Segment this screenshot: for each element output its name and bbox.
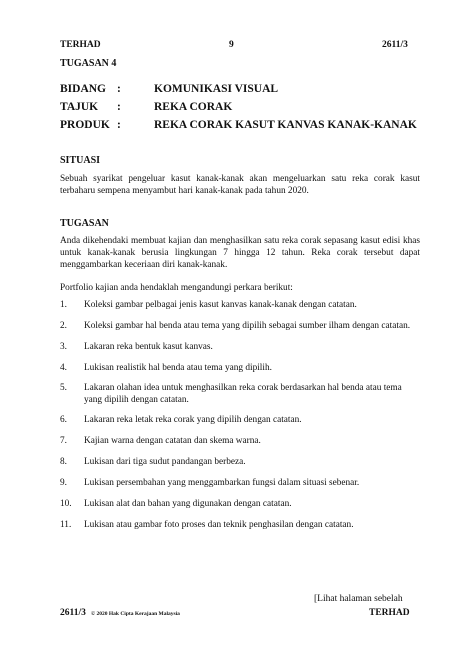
item-text: Koleksi gambar hal benda atau tema yang dipilih sebagai sumber ilham dengan catatan. xyxy=(84,321,411,331)
next-page-note: [Lihat halaman sebelah xyxy=(314,594,403,604)
item-number: 8. xyxy=(60,457,67,467)
page-number: 9 xyxy=(229,40,234,50)
item-text: Lakaran reka bentuk kasut kanvas. xyxy=(84,342,213,352)
list-item xyxy=(60,498,422,510)
item-number: 4. xyxy=(60,363,67,373)
meta-colon: : xyxy=(117,83,121,95)
list-item xyxy=(60,414,422,426)
item-number: 3. xyxy=(60,342,67,352)
item-text: Lukisan alat dan bahan yang digunakan dengan catatan. xyxy=(84,499,292,509)
list-item xyxy=(60,456,422,468)
item-text: Lukisan dari tiga sudut pandangan berbeza. xyxy=(84,457,246,467)
item-text: Koleksi gambar pelbagai jenis kasut kanvas kanak-kanak dengan catatan. xyxy=(84,300,357,310)
item-number: 2. xyxy=(60,321,67,331)
item-text: Lakaran reka letak reka corak yang dipilih dengan catatan. xyxy=(84,415,302,425)
item-number: 9. xyxy=(60,478,67,488)
item-number: 7. xyxy=(60,436,67,446)
paper-code: 2611/3 xyxy=(382,40,408,50)
meta-key: BIDANG xyxy=(60,83,107,95)
list-item xyxy=(60,477,422,489)
list-item xyxy=(60,341,422,353)
item-number: 5. xyxy=(60,383,67,393)
item-number: 10. xyxy=(60,499,72,509)
list-item xyxy=(60,299,422,311)
list-item xyxy=(60,435,422,447)
situasi-heading: SITUASI xyxy=(60,155,101,166)
meta-colon: : xyxy=(117,101,121,113)
item-number: 6. xyxy=(60,415,67,425)
item-number: 11. xyxy=(60,520,72,530)
footer-paper-code: 2611/3 xyxy=(60,608,86,618)
list-item xyxy=(60,320,422,332)
meta-value: REKA CORAK xyxy=(154,101,233,113)
item-text: Lukisan persembahan yang menggambarkan fungsi dalam situasi sebenar. xyxy=(84,478,360,488)
tugasan-intro: Portfolio kajian anda hendaklah mengandungi perkara berikut: xyxy=(60,283,293,293)
footer-copyright: © 2020 Hak Cipta Kerajaan Malaysia xyxy=(91,611,180,617)
list-item xyxy=(60,519,422,531)
meta-produk xyxy=(60,119,420,137)
meta-value: REKA CORAK KASUT KANVAS KANAK-KANAK xyxy=(154,119,417,131)
footer-classification: TERHAD xyxy=(369,608,410,618)
header-classification: TERHAD xyxy=(60,40,101,50)
meta-value: KOMUNIKASI VISUAL xyxy=(154,83,279,95)
tugasan-text: Anda dikehendaki membuat kajian dan menghasilkan satu reka corak sepasang kasut edisi khas untuk kanak-kanak berusia lingkungan 7 hingga 12 tahun. Reka corak tersebut dapat menggambarkan keceriaan diri kanak-kanak. xyxy=(60,236,420,270)
list-item xyxy=(60,362,422,374)
item-text: Lukisan atau gambar foto proses dan teknik penghasilan dengan catatan. xyxy=(84,520,354,530)
meta-bidang xyxy=(60,83,420,101)
task-title: TUGASAN 4 xyxy=(60,58,117,69)
situasi-text: Sebuah syarikat pengeluar kasut kanak-kanak akan mengeluarkan satu reka corak kasut terbaharu sempena menyambut hari kanak-kanak pada tahun 2020. xyxy=(60,174,420,196)
tugasan-heading: TUGASAN xyxy=(60,218,109,229)
item-text: Lukisan realistik hal benda atau tema yang dipilih. xyxy=(84,363,272,373)
meta-tajuk xyxy=(60,101,420,119)
meta-colon: : xyxy=(117,119,121,131)
meta-key: PRODUK xyxy=(60,119,110,131)
meta-key: TAJUK xyxy=(60,101,99,113)
item-text: Lakaran olahan idea untuk menghasilkan reka corak berdasarkan hal benda atau tema yang dipilih dengan catatan. xyxy=(84,383,402,405)
list-item xyxy=(60,382,422,406)
item-number: 1. xyxy=(60,300,67,310)
item-text: Kajian warna dengan catatan dan skema warna. xyxy=(84,436,261,446)
